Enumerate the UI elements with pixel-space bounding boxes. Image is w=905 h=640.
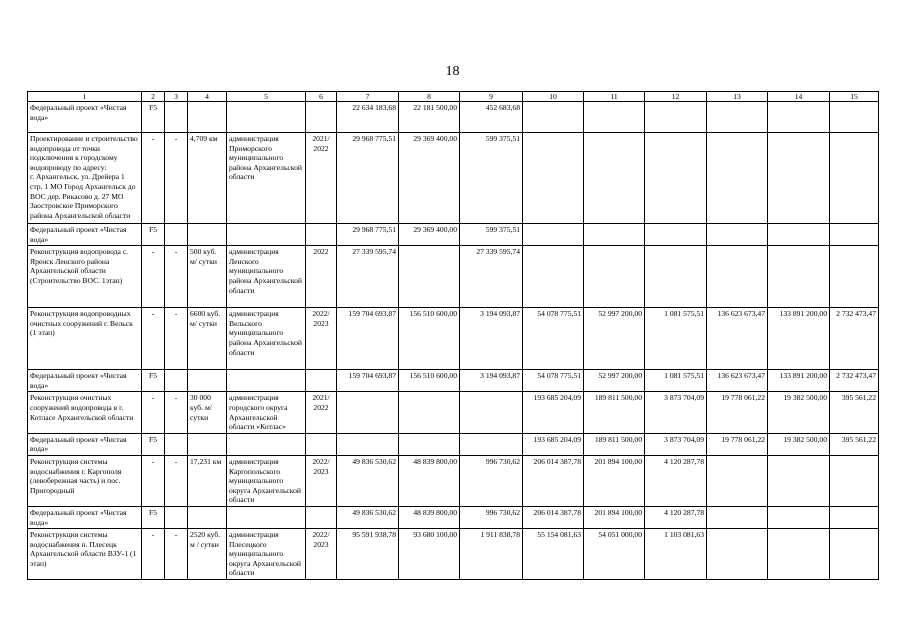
amount-cell: 54 078 775,51 bbox=[523, 370, 584, 392]
table-cell: администрация Вельского муниципального района Архангельской области bbox=[227, 308, 306, 370]
federal-project-total-row bbox=[28, 224, 879, 246]
table-cell: 17,231 км bbox=[188, 455, 227, 506]
column-number: 5 bbox=[227, 92, 306, 102]
table-cell: - bbox=[142, 308, 165, 370]
amount-cell: 1 081 575,51 bbox=[645, 308, 707, 370]
federal-project-total-row bbox=[28, 370, 879, 392]
amount-cell: 52 997 200,00 bbox=[584, 308, 645, 370]
table-cell: - bbox=[165, 529, 188, 580]
amount-cell: 22 181 500,00 bbox=[399, 102, 460, 133]
column-number: 7 bbox=[337, 92, 399, 102]
federal-project-total-row bbox=[28, 433, 879, 455]
column-number: 8 bbox=[399, 92, 460, 102]
amount-cell: 189 811 500,00 bbox=[584, 433, 645, 455]
column-number: 10 bbox=[523, 92, 584, 102]
amount-cell: 55 154 081,63 bbox=[523, 529, 584, 580]
table-cell: F5 bbox=[142, 433, 165, 455]
amount-cell: 2 732 473,47 bbox=[830, 308, 879, 370]
table-cell: - bbox=[142, 392, 165, 433]
amount-cell bbox=[645, 246, 707, 308]
amount-cell: 3 873 704,09 bbox=[645, 392, 707, 433]
amount-cell bbox=[523, 224, 584, 246]
amount-cell: 27 339 595,74 bbox=[337, 246, 399, 308]
amount-cell bbox=[768, 133, 830, 224]
table-cell bbox=[188, 506, 227, 528]
table-cell: F5 bbox=[142, 506, 165, 528]
amount-cell: 29 369 400,00 bbox=[399, 133, 460, 224]
amount-cell bbox=[399, 392, 460, 433]
amount-cell: 2 732 473,47 bbox=[830, 370, 879, 392]
table-cell: - bbox=[142, 133, 165, 224]
column-number: 2 bbox=[142, 92, 165, 102]
table-cell: F5 bbox=[142, 370, 165, 392]
column-number: 9 bbox=[460, 92, 523, 102]
amount-cell: 395 561,22 bbox=[830, 392, 879, 433]
table-cell: - bbox=[165, 455, 188, 506]
row-name-cell: Федеральный проект «Чистая вода» bbox=[28, 506, 142, 528]
table-cell: - bbox=[142, 529, 165, 580]
amount-cell: 201 894 100,00 bbox=[584, 455, 645, 506]
table-cell: - bbox=[142, 246, 165, 308]
table-cell: 2022/ 2023 bbox=[306, 308, 337, 370]
amount-cell: 49 836 530,62 bbox=[337, 506, 399, 528]
row-name-cell: Федеральный проект «Чистая вода» bbox=[28, 102, 142, 133]
amount-cell bbox=[707, 455, 768, 506]
table-cell: 2021/ 2022 bbox=[306, 133, 337, 224]
amount-cell bbox=[707, 224, 768, 246]
table-cell: 2022/ 2023 bbox=[306, 455, 337, 506]
amount-cell bbox=[707, 529, 768, 580]
amount-cell: 996 730,62 bbox=[460, 506, 523, 528]
table-cell bbox=[306, 506, 337, 528]
federal-project-total-row bbox=[28, 506, 879, 528]
amount-cell bbox=[830, 133, 879, 224]
amount-cell bbox=[645, 102, 707, 133]
amount-cell bbox=[460, 433, 523, 455]
amount-cell bbox=[830, 529, 879, 580]
amount-cell bbox=[768, 102, 830, 133]
amount-cell bbox=[707, 133, 768, 224]
table-cell bbox=[227, 433, 306, 455]
amount-cell: 159 704 693,87 bbox=[337, 308, 399, 370]
table-cell bbox=[227, 506, 306, 528]
row-name-cell: Федеральный проект «Чистая вода» bbox=[28, 433, 142, 455]
amount-cell bbox=[830, 246, 879, 308]
amount-cell: 193 685 204,09 bbox=[523, 392, 584, 433]
table-cell bbox=[227, 224, 306, 246]
row-name-cell: Реконструкция водопроводных очистных сооружений г. Вельск (1 этап) bbox=[28, 308, 142, 370]
table-cell: администрация Ленского муниципального района Архангельской области bbox=[227, 246, 306, 308]
amount-cell bbox=[645, 133, 707, 224]
amount-cell: 29 968 775,51 bbox=[337, 133, 399, 224]
amount-cell: 48 839 800,00 bbox=[399, 506, 460, 528]
amount-cell bbox=[460, 392, 523, 433]
table-cell bbox=[306, 433, 337, 455]
amount-cell: 29 968 775,51 bbox=[337, 224, 399, 246]
amount-cell bbox=[830, 224, 879, 246]
table-cell bbox=[165, 433, 188, 455]
project-row bbox=[28, 455, 879, 506]
amount-cell: 136 623 673,47 bbox=[707, 370, 768, 392]
amount-cell: 52 997 200,00 bbox=[584, 370, 645, 392]
amount-cell: 49 836 530,62 bbox=[337, 455, 399, 506]
amount-cell: 1 103 081,63 bbox=[645, 529, 707, 580]
amount-cell: 189 811 500,00 bbox=[584, 392, 645, 433]
amount-cell bbox=[523, 133, 584, 224]
amount-cell bbox=[523, 102, 584, 133]
column-number: 14 bbox=[768, 92, 830, 102]
amount-cell bbox=[584, 133, 645, 224]
amount-cell: 3 194 093,87 bbox=[460, 370, 523, 392]
project-row bbox=[28, 529, 879, 580]
table-cell: - bbox=[142, 455, 165, 506]
amount-cell: 206 014 387,78 bbox=[523, 455, 584, 506]
table-cell: 2022/ 2023 bbox=[306, 529, 337, 580]
table-cell bbox=[227, 370, 306, 392]
amount-cell bbox=[830, 455, 879, 506]
amount-cell bbox=[768, 246, 830, 308]
table-cell bbox=[188, 102, 227, 133]
column-number: 4 bbox=[188, 92, 227, 102]
column-number: 3 bbox=[165, 92, 188, 102]
federal-project-total-row bbox=[28, 102, 879, 133]
table-cell: 2021/ 2022 bbox=[306, 392, 337, 433]
amount-cell: 3 194 093,87 bbox=[460, 308, 523, 370]
financing-table bbox=[27, 91, 879, 580]
table-cell: администрация Плесецкого муниципального округа Архангельской области bbox=[227, 529, 306, 580]
amount-cell bbox=[707, 102, 768, 133]
amount-cell: 95 591 938,78 bbox=[337, 529, 399, 580]
table-cell: 6600 куб. м/ сутки bbox=[188, 308, 227, 370]
table-cell bbox=[188, 433, 227, 455]
table-cell bbox=[306, 370, 337, 392]
row-name-cell: Реконструкция очистных сооружений водопровода в г. Котласе Архангельской области bbox=[28, 392, 142, 433]
page-number: 18 bbox=[445, 64, 460, 79]
table-cell bbox=[165, 102, 188, 133]
column-number: 13 bbox=[707, 92, 768, 102]
amount-cell: 159 704 693,87 bbox=[337, 370, 399, 392]
amount-cell: 156 510 600,00 bbox=[399, 308, 460, 370]
project-row bbox=[28, 308, 879, 370]
column-number: 12 bbox=[645, 92, 707, 102]
project-row bbox=[28, 246, 879, 308]
amount-cell bbox=[768, 506, 830, 528]
table-cell: - bbox=[165, 308, 188, 370]
table-cell: 30 000 куб. м/ сутки bbox=[188, 392, 227, 433]
amount-cell bbox=[584, 102, 645, 133]
table-cell bbox=[165, 370, 188, 392]
amount-cell: 19 382 500,00 bbox=[768, 392, 830, 433]
amount-cell: 136 623 673,47 bbox=[707, 308, 768, 370]
amount-cell: 156 510 600,00 bbox=[399, 370, 460, 392]
row-name-cell: Реконструкция водопровода с. Яренск Ленского района Архангельской области (Строительство ВОС. 1этап) bbox=[28, 246, 142, 308]
amount-cell: 29 369 400,00 bbox=[399, 224, 460, 246]
row-name-cell: Реконструкция системы водоснабжения п. Плесецк Архангельской области ВЗУ-1 (1 этап) bbox=[28, 529, 142, 580]
amount-cell: 1 911 838,78 bbox=[460, 529, 523, 580]
table-cell bbox=[227, 102, 306, 133]
table-cell bbox=[165, 224, 188, 246]
table-cell bbox=[306, 224, 337, 246]
amount-cell bbox=[830, 102, 879, 133]
amount-cell bbox=[768, 529, 830, 580]
amount-cell: 4 120 287,78 bbox=[645, 506, 707, 528]
table-cell: F5 bbox=[142, 102, 165, 133]
project-row bbox=[28, 392, 879, 433]
table-cell: администрация городского округа Архангельской области «Котлас» bbox=[227, 392, 306, 433]
amount-cell: 19 778 061,22 bbox=[707, 392, 768, 433]
amount-cell: 4 120 287,78 bbox=[645, 455, 707, 506]
amount-cell: 133 891 200,00 bbox=[768, 308, 830, 370]
table-cell: администрация Приморского муниципального района Архангельской области bbox=[227, 133, 306, 224]
table-cell bbox=[188, 370, 227, 392]
table-cell: - bbox=[165, 392, 188, 433]
amount-cell: 3 873 704,09 bbox=[645, 433, 707, 455]
table-cell: администрация Каргопольского муниципального округа Архангельской области bbox=[227, 455, 306, 506]
amount-cell bbox=[584, 246, 645, 308]
amount-cell bbox=[584, 224, 645, 246]
amount-cell: 54 078 775,51 bbox=[523, 308, 584, 370]
column-number: 6 bbox=[306, 92, 337, 102]
amount-cell: 54 051 000,00 bbox=[584, 529, 645, 580]
amount-cell bbox=[337, 433, 399, 455]
amount-cell: 93 680 100,00 bbox=[399, 529, 460, 580]
table-cell: 4,709 км bbox=[188, 133, 227, 224]
row-name-cell: Федеральный проект «Чистая вода» bbox=[28, 370, 142, 392]
amount-cell bbox=[337, 392, 399, 433]
amount-cell bbox=[399, 433, 460, 455]
amount-cell: 599 375,51 bbox=[460, 133, 523, 224]
amount-cell: 19 778 061,22 bbox=[707, 433, 768, 455]
amount-cell bbox=[768, 224, 830, 246]
table-cell bbox=[188, 224, 227, 246]
amount-cell: 452 683,68 bbox=[460, 102, 523, 133]
column-number: 15 bbox=[830, 92, 879, 102]
amount-cell: 395 561,22 bbox=[830, 433, 879, 455]
table-cell: F5 bbox=[142, 224, 165, 246]
amount-cell: 201 894 100,00 bbox=[584, 506, 645, 528]
amount-cell bbox=[399, 246, 460, 308]
table-cell bbox=[165, 506, 188, 528]
amount-cell: 193 685 204,09 bbox=[523, 433, 584, 455]
amount-cell: 19 382 500,00 bbox=[768, 433, 830, 455]
amount-cell: 22 634 183,68 bbox=[337, 102, 399, 133]
row-name-cell: Проектирование и строительство водопровода от точки подключения к городскому водопроводу по адресу: г. Архангельск, ул. Дрейера 1 стр. 1 МО Город Архангельск до ВОС дер. Рикасово д. 27 МО Заостровское Приморского района Архангельской области bbox=[28, 133, 142, 224]
amount-cell: 133 891 200,00 bbox=[768, 370, 830, 392]
amount-cell bbox=[768, 455, 830, 506]
row-name-cell: Реконструкция системы водоснабжения г. Каргополя (левобережная часть) и пос. Пригородный bbox=[28, 455, 142, 506]
table-cell: - bbox=[165, 133, 188, 224]
table-cell: - bbox=[165, 246, 188, 308]
amount-cell: 599 375,51 bbox=[460, 224, 523, 246]
amount-cell: 48 839 800,00 bbox=[399, 455, 460, 506]
table-cell: 500 куб. м/ сутки bbox=[188, 246, 227, 308]
table-cell bbox=[306, 102, 337, 133]
amount-cell bbox=[707, 506, 768, 528]
amount-cell: 27 339 595,74 bbox=[460, 246, 523, 308]
row-name-cell: Федеральный проект «Чистая вода» bbox=[28, 224, 142, 246]
amount-cell bbox=[830, 506, 879, 528]
table-cell: 2520 куб. м / сутки bbox=[188, 529, 227, 580]
project-row bbox=[28, 133, 879, 224]
amount-cell: 996 730,62 bbox=[460, 455, 523, 506]
amount-cell: 1 081 575,51 bbox=[645, 370, 707, 392]
table-cell: 2022 bbox=[306, 246, 337, 308]
amount-cell: 206 014 387,78 bbox=[523, 506, 584, 528]
column-number: 1 bbox=[28, 92, 142, 102]
amount-cell bbox=[707, 246, 768, 308]
amount-cell bbox=[523, 246, 584, 308]
column-number: 11 bbox=[584, 92, 645, 102]
column-number-row bbox=[28, 92, 879, 102]
amount-cell bbox=[645, 224, 707, 246]
